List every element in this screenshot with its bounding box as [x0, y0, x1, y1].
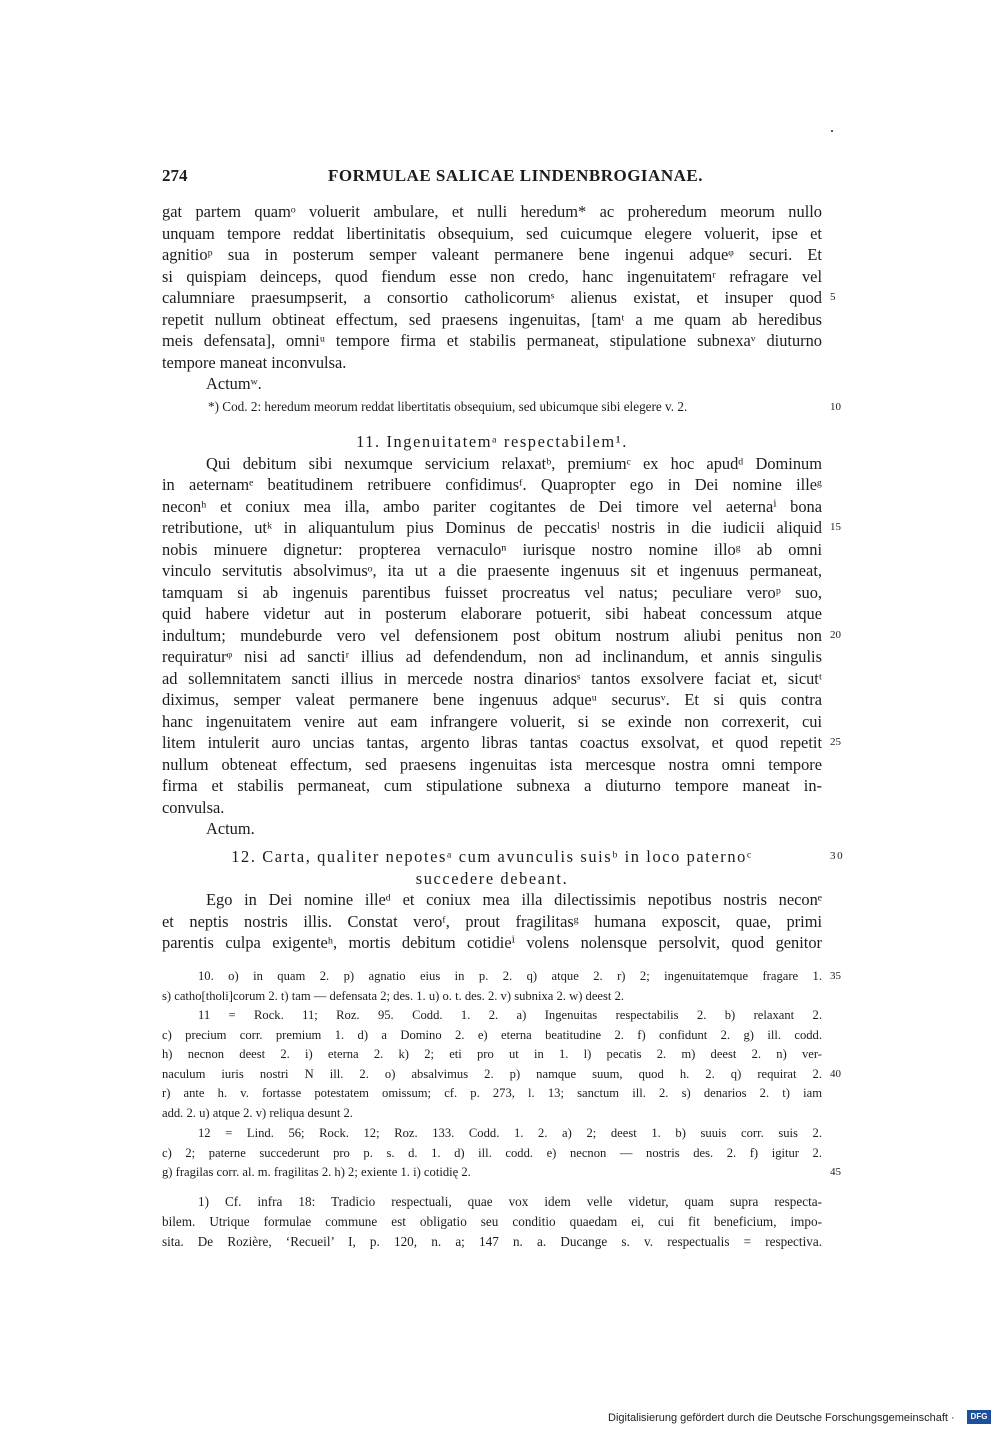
text-line: nullum obteneat effectum, sed praesens ingenuitas ista mercesque nostra omni tempore: [162, 754, 822, 774]
text-line: diximus, semper valeat permanere bene ingenuus adqueᵘ securusᵛ. Et si quis contra: [162, 690, 822, 709]
section-heading-cont: succedere debeant.: [415, 868, 569, 888]
text-line: et neptis nostris illis. Constat veroᶠ, prout fragilitasᵍ humana exposcit, quae, primi: [162, 911, 822, 931]
text-line: Ego in Dei nomine illeᵈ et coniux mea illa dilectissimis nepotibus nostris neconᵉ: [206, 890, 822, 909]
text-line: unquam tempore reddat libertinitatis obsequium, sed cuicumque elegere voluerit, ipse et: [162, 223, 822, 243]
text-line: tempore maneat inconvulsa.: [162, 352, 347, 372]
apparatus-10: [162, 967, 841, 1006]
apparatus-line: h) necnon deest 2. i) eterna 2. k) 2; eti pro ut in 1. l) pecatis 2. m) deest 2. n) ver-: [162, 1047, 822, 1062]
line-number: 35: [830, 970, 841, 982]
apparatus-line: 10. o) in quam 2. p) agnatio eius in p. 2. q) atque 2. r) 2; ingenuitatemque fragare 1. 35: [162, 967, 822, 987]
text-line: meis defensata], omniᵘ tempore firma et stabilis permaneat, stipulatione subnexaᵛ diuturno: [162, 331, 822, 350]
section-10-text: [162, 201, 836, 395]
text-line: firma et stabilis permaneat, cum stipulatione subnexa a diuturno tempore maneat in-: [162, 776, 822, 795]
footnote-line: bilem. Utrique formulae commune est obligatio seu conditio quaedam ei, cui fit beneficium, impo-: [162, 1214, 822, 1229]
apparatus-11: [162, 1006, 841, 1124]
line-number: 15: [830, 521, 841, 533]
apparatus-line: r) ante h. v. fortasse potestatem omissum; cf. p. 273, l. 13; sanctum ill. 2. s) denarios 2. t) iam: [162, 1086, 822, 1101]
line-number: 40: [830, 1067, 841, 1080]
text-line: parentis culpa exigenteʰ, mortis debitum cotidieⁱ volens nolensque persolvit, quod genitor: [162, 933, 822, 952]
apparatus-line: s) catho[tholi]corum 2. t) tam — defensata 2; des. 1. u) o. t. des. 2. v) subnixa 2. w) deest 2.: [162, 988, 625, 1003]
text-line: convulsa.: [162, 797, 225, 817]
text-line: litem intulerit auro uncias tantas, argento libras tantas coactus exsolvat, et quod repetit 25: [162, 733, 841, 752]
page-number: 274: [162, 166, 188, 185]
dfg-logo: DFG: [967, 1410, 991, 1424]
line-number: 10: [830, 401, 841, 413]
apparatus-line: g) fragilas corr. al. m. fragilitas 2. h) 2; exiente 1. i) cotidię 2. 45: [162, 1163, 822, 1183]
line-number: 20: [830, 628, 841, 641]
line-number: 25: [830, 736, 841, 748]
line-number: 45: [830, 1166, 841, 1179]
text-line: si quispiam deinceps, quod fiendum esse non credo, hanc ingenuitatemʳ refragare vel: [162, 266, 822, 286]
text-line: tamquam si ab ingenuis parentibus fuisset procreatus vel natus; peculiare veroᵖ suo,: [162, 582, 822, 602]
text-line: repetit nullum obtineat effectum, sed praesens ingenuitas, [tamᵗ a me quam ab heredibus: [162, 309, 822, 329]
footnote-line: sita. De Rozière, ‘Recueil’ I, p. 120, n. a; 147 n. a. Ducange s. v. respectualis = respectiva.: [162, 1234, 822, 1249]
apparatus-line: 11 = Rock. 11; Roz. 95. Codd. 1. 2. a) Ingenuitas respectabilis 2. b) relaxant 2.: [198, 1008, 822, 1022]
text-line: quid habere videtur aut in posterum elaborare potuerit, sibi habeat concessum atque: [162, 604, 822, 623]
text-line: hanc ingenuitatem venire aut eam infrangere voluerit, si se exinde non correxerit, cui: [162, 711, 822, 731]
section-12: [162, 846, 845, 954]
section-heading: 12. Carta, qualiter nepotesᵃ cum avunculis suisᵇ in loco paternoᶜ 30: [231, 847, 845, 866]
digitization-credit: Digitalisierung gefördert durch die Deutsche Forschungsgemeinschaft ·: [608, 1412, 955, 1424]
apparatus-12: [162, 1124, 841, 1183]
explanatory-footnote: [162, 1192, 822, 1252]
apparatus-line: c) precium corr. premium 1. d) a Domino 2. e) eterna beatitudine 2. f) confidunt 2. g) ill. codd.: [162, 1027, 822, 1042]
apparatus-line: 12 = Lind. 56; Rock. 12; Roz. 133. Codd. 1. 2. a) 2; deest 1. b) suuis corr. suis 2.: [198, 1126, 822, 1140]
text-line: in aeternamᵉ beatitudinem retribuere confidimusᶠ. Quapropter ego in Dei nomine illeᵍ: [162, 475, 822, 494]
section-heading: 11. Ingenuitatemᵃ respectabilem¹.: [356, 432, 628, 451]
actum: Actumʷ.: [206, 374, 262, 393]
text-line: indultum; mundeburde vero vel defensionem post obitum nostrum aliubi penitus non 20: [162, 625, 841, 645]
scan-mark: [831, 130, 833, 132]
text-line: retributione, utᵏ in aliquantulum pius Dominus de peccatisˡ nostris in die iudicii aliquid 15: [162, 518, 841, 537]
text-line: neconʰ et coniux mea illa, ambo pariter cogitantes de Dei timore vel aeternaⁱ bona: [162, 496, 822, 516]
text-line: gat partem quamᵒ voluerit ambulare, et nulli heredum* ac proheredum meorum nullo: [162, 202, 822, 221]
text-line: vinculo servitutis absolvimusᵒ, ita ut a die praesente ingenuus sit et ingenuus permaneat,: [162, 561, 822, 580]
text-line: agnitioᵖ sua in posterum semper valeant permanere bene ingenui adqueᵠ securi. Et: [162, 245, 822, 264]
running-title: FORMULAE SALICAE LINDENBROGIANAE.: [328, 166, 703, 185]
actum: Actum.: [206, 819, 255, 838]
star-footnote: *) Cod. 2: heredum meorum reddat libertitatis obsequium, sed ubicumque sibi elegere v. 2. 10: [162, 397, 822, 417]
text-line: calumniare praesumpserit, a consortio catholicorumˢ alienus existat, et insuper quod 5: [162, 288, 836, 307]
apparatus-line: naculum iuris nostri N ill. 2. o) absalvimus 2. p) namque suum, quod h. 2. q) requirat 2. 40: [162, 1065, 822, 1085]
footnote-line: 1) Cf. infra 18: Tradicio respectuali, quae vox idem velle videtur, quam supra respecta-: [198, 1194, 822, 1209]
apparatus-line: add. 2. u) atque 2. v) reliqua desunt 2.: [162, 1105, 353, 1120]
text-line: ad sollemnitatem sancti illius in mercede nostra dinariosˢ tantos exsolvere faciat et, sicutᵗ: [162, 668, 822, 688]
page-header: [162, 166, 822, 188]
text-line: nobis minuere dignetur: propterea vernaculoⁿ iurisque nostro nomine illoᵍ ab omni: [162, 539, 822, 559]
line-number: 30: [830, 850, 845, 862]
text-line: Qui debitum sibi nexumque servicium relaxatᵇ, premiumᶜ ex hoc apudᵈ Dominum: [206, 453, 822, 473]
section-11: [162, 431, 841, 840]
line-number: 5: [830, 291, 836, 303]
text-line: requiraturᵠ nisi ad sanctiʳ illius ad defendendum, non ad inclinandum, et annis singulis: [162, 647, 822, 666]
apparatus-line: c) 2; paterne succederunt pro p. s. d. 1. d) ill. codd. e) necnon — nostris des. 2. f) igitur 2.: [162, 1145, 822, 1160]
